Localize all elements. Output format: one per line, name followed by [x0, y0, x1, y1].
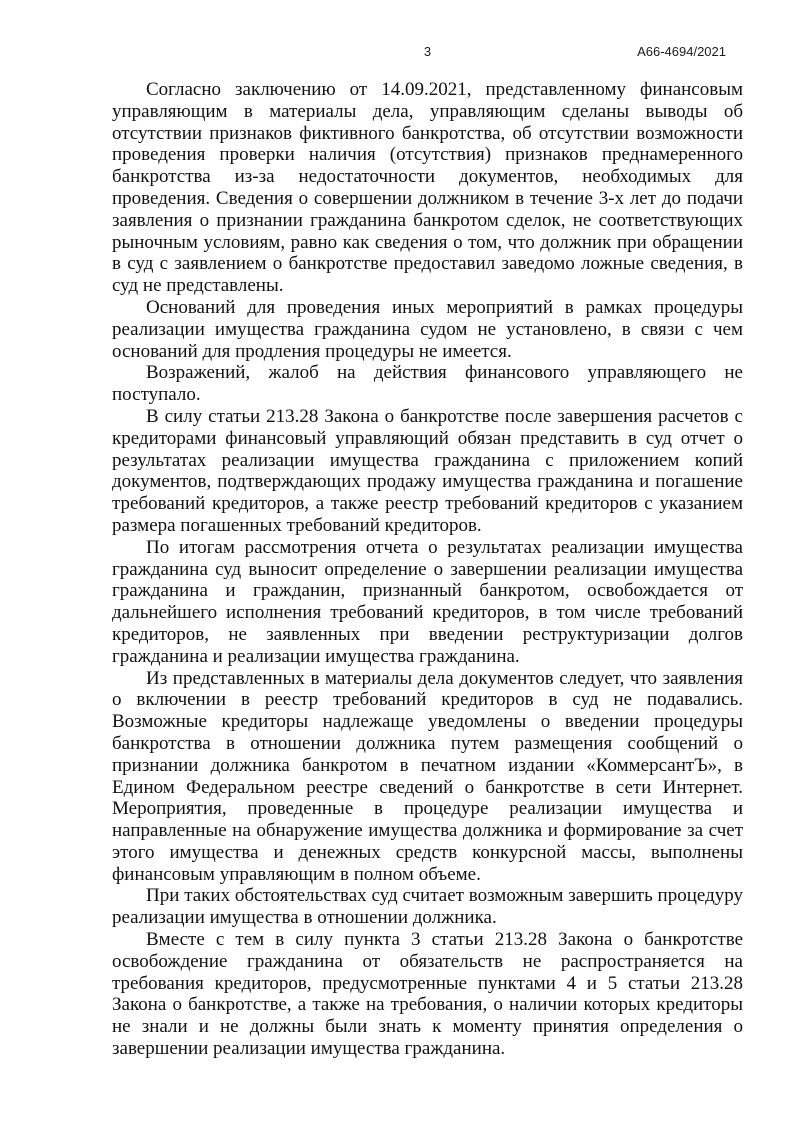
document-body: [112, 79, 743, 1060]
page-header: [112, 44, 743, 60]
paragraph-court-considers-possible: При таких обстоятельствах суд считает возможным завершить процедуру реализации имущества в отношении должника.: [112, 885, 743, 929]
page-number: 3: [423, 44, 432, 59]
paragraph-no-grounds-for-extension: Оснований для проведения иных мероприятий в рамках процедуры реализации имущества гражданина судом не установлено, в связи с чем оснований для продления процедуры не имеется.: [112, 296, 743, 362]
paragraph-conclusion-14-09-2021: Согласно заключению от 14.09.2021, представленному финансовым управляющим в материалы дела, управляющим сделаны выводы об отсутствии признаков фиктивного банкротства, об отсутствии возможности проведения проверки наличия (отсутствия) признаков преднамеренного банкротства из-за недостаточности документов, необходимых для проведения. Сведения о совершении должником в течение 3-х лет до подачи заявления о признании гражданина банкротом сделок, не соответствующих рыночным условиям, равно как сведения о том, что должник при обращении в суд с заявлением о банкротстве предоставил заведомо ложные сведения, в суд не представлены.: [112, 79, 743, 297]
paragraph-exceptions-to-discharge: Вместе с тем в силу пункта 3 статьи 213.28 Закона о банкротстве освобождение гражданина от обязательств не распространяется на требования кредиторов, предусмотренные пунктами 4 и 5 статьи 213.28 Закона о банкротстве, а также на требования, о наличии которых кредиторы не знали и не должны были знать к моменту принятия определения о завершении реализации имущества гражданина.: [112, 929, 743, 1060]
paragraph-court-ruling-on-completion: По итогам рассмотрения отчета о результатах реализации имущества гражданина суд выносит определение о завершении реализации имущества гражданина и гражданин, признанный банкротом, освобождается от дальнейшего исполнения требований кредиторов, в том числе требований кредиторов, не заявленных при введении реструктуризации долгов гражданина и реализации имущества гражданина.: [112, 536, 743, 667]
paragraph-article-213-28-report: В силу статьи 213.28 Закона о банкротстве после завершения расчетов с кредиторами финансовый управляющий обязан представить в суд отчет о результатах реализации имущества гражданина с приложением копий документов, подтверждающих продажу имущества гражданина и погашение требований кредиторов, а также реестр требований кредиторов с указанием размера погашенных требований кредиторов.: [112, 405, 743, 536]
paragraph-no-objections: Возражений, жалоб на действия финансового управляющего не поступало.: [112, 362, 743, 406]
case-number: А66-4694/2021: [637, 44, 726, 59]
paragraph-creditors-notification: Из представленных в материалы дела документов следует, что заявления о включении в реестр требований кредиторов в суд не подавались. Возможные кредиторы надлежаще уведомлены о введении процедуры банкротства в отношении должника путем размещения сообщений о признании должника банкротом в печатном издании «КоммерсантЪ», в Едином Федеральном реестре сведений о банкротстве в сети Интернет. Мероприятия, проведенные в процедуре реализации имущества и направленные на обнаружение имущества должника и формирование за счет этого имущества и денежных средств конкурсной массы, выполнены финансовым управляющим в полном объеме.: [112, 667, 743, 885]
